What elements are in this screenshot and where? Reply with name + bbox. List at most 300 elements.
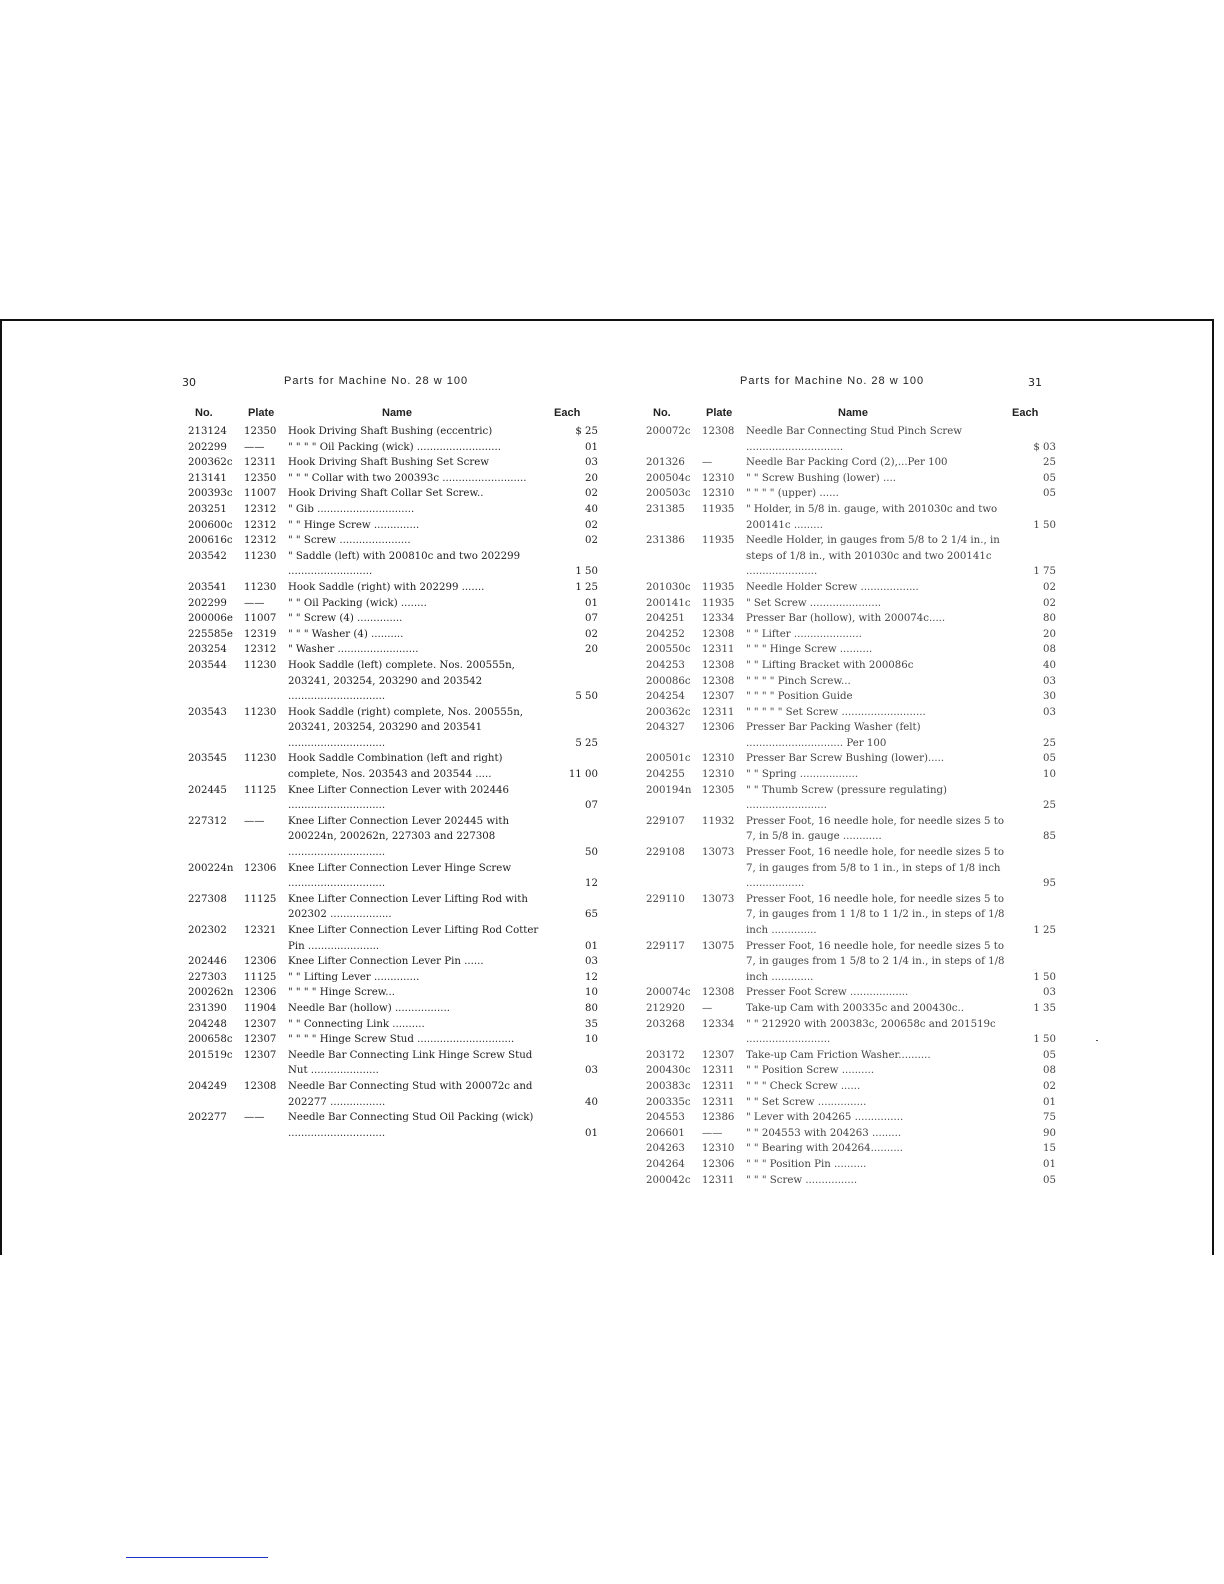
table-row [646,502,1056,533]
part-number: 204255 [646,769,685,781]
table-row [188,751,598,782]
left-page-number: 30 [182,376,196,389]
price: 01 [1043,1158,1056,1170]
plate-number: —— [244,815,265,827]
part-name: Knee Lifter Connection Lever with 202446 .............................. [288,784,510,812]
price: 03 [1043,987,1056,999]
part-number: 200086c [646,675,691,687]
plate-number: 11007 [244,613,277,625]
price: 05 [1043,1049,1056,1061]
part-number: 203268 [646,1018,685,1030]
plate-number: 12306 [702,722,735,734]
part-name: " " Lifter ..................... [746,628,862,640]
part-number: 203254 [188,644,227,656]
part-number: 200006e [188,613,233,625]
price: 30 [1043,691,1056,703]
part-number: 204553 [646,1112,685,1124]
price: 01 [1043,1096,1056,1108]
part-number: 200504c [646,472,691,484]
part-number: 204264 [646,1158,685,1170]
part-name: " " Lifting Lever .............. [288,971,420,983]
table-row [646,783,1056,814]
price: 03 [585,1065,598,1077]
part-name: Presser Foot Screw .................. [746,987,909,999]
part-number: 200393c [188,488,233,500]
part-name: Knee Lifter Connection Lever Lifting Rod with 202302 ................... [288,893,528,921]
price: 07 [585,800,598,812]
table-row [646,985,1056,1001]
part-number: 231385 [646,503,685,515]
right-page-title: Parts for Machine No. 28 w 100 [740,375,925,387]
table-row [188,424,598,440]
table-row [188,471,598,487]
plate-number: 12308 [244,1080,277,1092]
part-name: " Washer ......................... [288,644,419,656]
price: 02 [585,488,598,500]
part-name: Hook Driving Shaft Bushing Set Screw [288,457,489,469]
plate-number: —— [244,1112,265,1124]
part-number: 200658c [188,1034,233,1046]
plate-number: 12308 [702,987,735,999]
part-name: Needle Holder, in gauges from 5/8 to 2 1/4 in., in steps of 1/8 in., with 201030c and two 200141c ...................... [746,535,1000,578]
price: 03 [585,956,598,968]
table-row [646,471,1056,487]
plate-number: 11935 [702,581,735,593]
part-number: 200600c [188,519,233,531]
table-row [188,705,598,752]
plate-number: 12307 [702,1049,735,1061]
plate-number: 12312 [244,519,277,531]
plate-number: 12305 [702,784,735,796]
table-row [646,627,1056,643]
part-name: " " Oil Packing (wick) ........ [288,597,427,609]
table-row [646,611,1056,627]
price: 1 25 [1033,925,1056,936]
table-row [188,642,598,658]
part-number: 200383c [646,1080,691,1092]
part-name: Presser Bar Packing Washer (felt) .............................. Per 100 [746,722,921,749]
price: 02 [1043,597,1056,609]
bottom-rule [126,1557,268,1558]
price: 50 [585,847,598,859]
price: 5 25 [575,737,598,749]
scan-speck [1096,1040,1098,1041]
plate-number: 12310 [702,1143,735,1155]
plate-number: 12312 [244,535,277,547]
part-number: 203545 [188,753,227,765]
part-number: 203543 [188,706,227,718]
table-row [646,1157,1056,1173]
part-number: 202445 [188,784,227,796]
table-row [646,705,1056,721]
part-number: 204327 [646,722,685,734]
price: 05 [1043,1174,1056,1186]
table-row [188,549,598,580]
plate-number: —— [702,1127,723,1139]
part-name: " " 204553 with 204263 ......... [746,1127,902,1139]
plate-number: 12306 [244,956,277,968]
plate-number: 12307 [244,1049,277,1061]
table-row [646,1001,1056,1017]
part-name: " Lever with 204265 ............... [746,1112,904,1124]
part-number: 203172 [646,1049,685,1061]
left-header-name: Name [382,407,412,419]
table-row [646,1173,1056,1189]
part-number: 200550c [646,644,691,656]
part-name: Take-up Cam with 200335c and 200430c.. [746,1002,964,1014]
table-row [646,892,1056,939]
price: 80 [1043,613,1056,625]
part-number: 212920 [646,1002,685,1014]
part-name: " " Spring .................. [746,769,859,781]
part-number: 227312 [188,815,227,827]
part-number: 231386 [646,535,685,547]
part-number: 200042c [646,1174,691,1186]
price: 08 [1043,1065,1056,1077]
price: 1 50 [575,566,598,578]
part-number: 204263 [646,1143,685,1155]
plate-number: 12311 [702,1080,735,1092]
part-name: " " " " Oil Packing (wick) .......................... [288,441,501,453]
part-number: 204252 [646,628,685,640]
price: 1 35 [1033,1002,1056,1014]
part-name: Needle Bar Connecting Stud with 200072c and 202277 ................. [288,1080,533,1108]
part-number: 231390 [188,1002,227,1014]
part-number: 204249 [188,1080,227,1092]
price: 35 [585,1018,598,1030]
table-row [646,1063,1056,1079]
price: 01 [585,1127,598,1139]
part-number: 203544 [188,659,227,671]
table-row [646,1095,1056,1111]
part-name: " " " " (upper) ...... [746,488,839,500]
left-header-plate: Plate [248,407,275,419]
table-row [188,1032,598,1048]
table-row [646,1048,1056,1064]
plate-number: 12310 [702,488,735,500]
price: 75 [1043,1112,1056,1124]
price: 40 [585,1096,598,1108]
right-page-number: 31 [1028,376,1042,389]
plate-number: 12350 [244,472,277,484]
table-row [188,923,598,954]
part-name: " " Screw (4) .............. [288,613,403,625]
part-number: 227308 [188,893,227,905]
plate-number: 11125 [244,784,277,796]
price: 1 50 [1033,519,1056,531]
price: 10 [585,1034,598,1046]
part-name: " Set Screw ...................... [746,597,882,609]
plate-number: — [702,457,713,469]
plate-number: 12386 [702,1112,735,1124]
part-number: 200194n [646,784,692,796]
part-number: 227303 [188,971,227,983]
plate-number: 12306 [702,1158,735,1170]
plate-number: 11125 [244,893,277,905]
part-number: 229108 [646,847,685,859]
part-name: Knee Lifter Connection Lever Hinge Screw .............................. [288,862,512,890]
price: 25 [1043,457,1056,469]
part-name: Hook Saddle Combination (left and right) complete, Nos. 203543 and 203544 ..... [288,753,503,781]
plate-number: 12308 [702,675,735,687]
part-name: Needle Bar Packing Cord (2),...Per 100 [746,457,948,469]
part-name: Knee Lifter Connection Lever Pin ...... [288,956,484,968]
price: 20 [1043,628,1056,640]
price: 90 [1043,1127,1056,1139]
part-number: 200503c [646,488,691,500]
part-name: " " " Hinge Screw .......... [746,644,873,656]
part-name: " " " " Pinch Screw... [746,675,851,687]
part-number: 202277 [188,1112,227,1124]
plate-number: 12311 [702,1096,735,1108]
plate-number: 12310 [702,472,735,484]
plate-number: —— [244,597,265,609]
table-row [646,845,1056,892]
part-number: 202299 [188,597,227,609]
price: 85 [1043,831,1056,843]
price: 02 [585,519,598,531]
part-number: 200335c [646,1096,691,1108]
part-number: 201326 [646,457,685,469]
part-number: 213141 [188,472,227,484]
price: 03 [1043,675,1056,687]
table-row [188,658,598,705]
plate-number: 11230 [244,550,277,562]
price: 05 [1043,472,1056,484]
part-number: 200072c [646,426,691,437]
table-row [646,767,1056,783]
table-row [188,985,598,1001]
price: 20 [585,644,598,656]
plate-number: 12334 [702,613,735,625]
part-name: Knee Lifter Connection Lever Lifting Rod Cotter Pin ...................... [288,925,539,952]
plate-number: 11230 [244,706,277,718]
part-name: Presser Foot, 16 needle hole, for needle sizes 5 to 7, in gauges from 1 1/8 to 1 1/2 in., in steps of 1/8 inch .............. [746,893,1005,936]
table-row [188,954,598,970]
price: 02 [1043,581,1056,593]
price: 65 [585,909,598,921]
plate-number: 12308 [702,628,735,640]
part-name: Hook Driving Shaft Bushing (eccentric) [288,426,493,437]
price: 25 [1043,800,1056,812]
part-number: 204253 [646,659,685,671]
price: 20 [585,472,598,484]
table-row [646,424,1056,455]
part-name: Presser Bar Screw Bushing (lower)..... [746,753,945,765]
table-row [188,1017,598,1033]
part-number: 229107 [646,815,685,827]
part-number: 202302 [188,925,227,936]
part-name: " " " " Position Guide [746,691,853,703]
part-number: 202446 [188,956,227,968]
part-name: " " " Check Screw ...... [746,1080,861,1092]
plate-number: 11230 [244,753,277,765]
part-name: Needle Bar (hollow) ................. [288,1002,450,1014]
part-name: " Gib .............................. [288,503,415,515]
table-row [646,674,1056,690]
plate-number: 12312 [244,503,277,515]
plate-number: —— [244,441,265,453]
table-row [646,1141,1056,1157]
table-row [188,455,598,471]
table-row [646,596,1056,612]
right-parts-list [646,424,1056,1188]
table-row [188,814,598,861]
price: 5 50 [575,691,598,703]
part-number: 203541 [188,581,227,593]
price: 25 [1043,737,1056,749]
price: 1 25 [575,581,598,593]
table-row [188,1001,598,1017]
table-row [188,533,598,549]
part-name: Needle Holder Screw .................. [746,581,919,593]
price: 01 [585,597,598,609]
part-number: 206601 [646,1127,685,1139]
part-number: 202299 [188,441,227,453]
table-row [646,1017,1056,1048]
plate-number: 12312 [244,644,277,656]
plate-number: 11007 [244,488,277,500]
plate-number: 13073 [702,847,735,859]
price: 80 [585,1002,598,1014]
part-name: " " Screw Bushing (lower) .... [746,472,896,484]
price: 07 [585,613,598,625]
plate-number: 12310 [702,753,735,765]
price: 12 [585,971,598,983]
plate-number: 11904 [244,1002,277,1014]
price: 1 50 [1033,1034,1056,1046]
plate-number: 12311 [244,457,277,469]
plate-number: 11935 [702,597,735,609]
part-number: 213124 [188,426,227,437]
table-row [188,611,598,627]
table-row [646,580,1056,596]
left-parts-list [188,424,598,1141]
plate-number: 12308 [702,659,735,671]
part-name: " " 212920 with 200383c, 200658c and 201519c .......................... [746,1018,996,1046]
table-row [188,783,598,814]
part-name: Needle Bar Connecting Stud Pinch Screw .............................. [746,426,963,453]
plate-number: 11125 [244,971,277,983]
part-name: Needle Bar Connecting Stud Oil Packing (wick) .............................. [288,1112,534,1139]
part-name: Hook Saddle (right) complete, Nos. 200555n, 203241, 203254, 203290 and 203541 .............................. [288,706,524,749]
table-row [646,1079,1056,1095]
part-number: 200616c [188,535,233,547]
table-row [188,1048,598,1079]
price: 05 [1043,753,1056,765]
table-row [188,502,598,518]
table-row [646,939,1056,986]
plate-number: 12307 [244,1018,277,1030]
plate-number: 11230 [244,581,277,593]
table-row [188,486,598,502]
part-number: 201519c [188,1049,233,1061]
plate-number: 12311 [702,644,735,656]
price: 95 [1043,878,1056,890]
plate-number: 12311 [702,706,735,718]
plate-number: 11935 [702,535,735,547]
part-number: 204251 [646,613,685,625]
table-row [188,861,598,892]
price: 15 [1043,1143,1056,1155]
part-number: 200430c [646,1065,691,1077]
part-name: " Saddle (left) with 200810c and two 202299 .......................... [288,550,521,578]
table-row [188,518,598,534]
part-number: 203251 [188,503,227,515]
price: 03 [585,457,598,469]
plate-number: 13075 [702,940,735,952]
plate-number: 13073 [702,893,735,905]
price: 1 75 [1033,566,1056,578]
table-row [188,1110,598,1141]
part-name: Take-up Cam Friction Washer.......... [746,1049,931,1061]
plate-number: 11230 [244,659,277,671]
part-name: " " Bearing with 204264.......... [746,1143,904,1155]
right-header-each: Each [1012,407,1039,419]
plate-number: 12311 [702,1065,735,1077]
plate-number: 12334 [702,1018,735,1030]
plate-number: — [702,1002,713,1014]
part-name: Presser Bar (hollow), with 200074c..... [746,613,946,625]
part-name: Hook Saddle (left) complete. Nos. 200555n, 203241, 203254, 203290 and 203542 .............................. [288,659,515,703]
price: 40 [585,503,598,515]
price: $ 25 [575,426,598,437]
part-number: 201030c [646,581,691,593]
table-row [646,486,1056,502]
right-header-no: No. [653,407,671,419]
part-name: " " " " " Set Screw .......................... [746,706,926,718]
price: 03 [1043,706,1056,718]
part-name: " " Position Screw .......... [746,1065,875,1077]
table-row [646,720,1056,751]
right-header-name: Name [838,407,868,419]
price: 40 [1043,659,1056,671]
table-row [188,1079,598,1110]
table-row [646,1110,1056,1126]
table-row [646,658,1056,674]
plate-number: 12307 [244,1034,277,1046]
table-row [646,751,1056,767]
part-number: 200141c [646,597,691,609]
table-row [188,970,598,986]
plate-number: 12311 [702,1174,735,1186]
price: 02 [585,535,598,547]
part-name: Presser Foot, 16 needle hole, for needle sizes 5 to 7, in gauges from 1 5/8 to 2 1/4 in., in steps of 1/8 inch ............. [746,940,1005,983]
part-name: " " Thumb Screw (pressure regulating) ......................... [746,784,947,812]
left-header-each: Each [554,407,581,419]
part-number: 200224n [188,862,234,874]
price: 05 [1043,488,1056,500]
table-row [188,892,598,923]
plate-number: 11932 [702,815,735,827]
part-name: " " Hinge Screw .............. [288,519,420,531]
table-row [188,627,598,643]
right-header-plate: Plate [706,407,733,419]
part-name: Hook Saddle (right) with 202299 ....... [288,581,485,593]
table-row [188,580,598,596]
table-row [646,533,1056,580]
price: 01 [585,940,598,952]
part-name: Presser Foot, 16 needle hole, for needle sizes 5 to 7, in gauges from 5/8 to 1 in., in steps of 1/8 inch .................. [746,847,1004,890]
plate-number: 12319 [244,628,277,640]
part-number: 203542 [188,550,227,562]
price: $ 03 [1033,441,1056,453]
plate-number: 12321 [244,925,277,936]
plate-number: 12306 [244,987,277,999]
table-row [646,814,1056,845]
part-name: " " " Washer (4) .......... [288,628,404,640]
price: 02 [585,628,598,640]
